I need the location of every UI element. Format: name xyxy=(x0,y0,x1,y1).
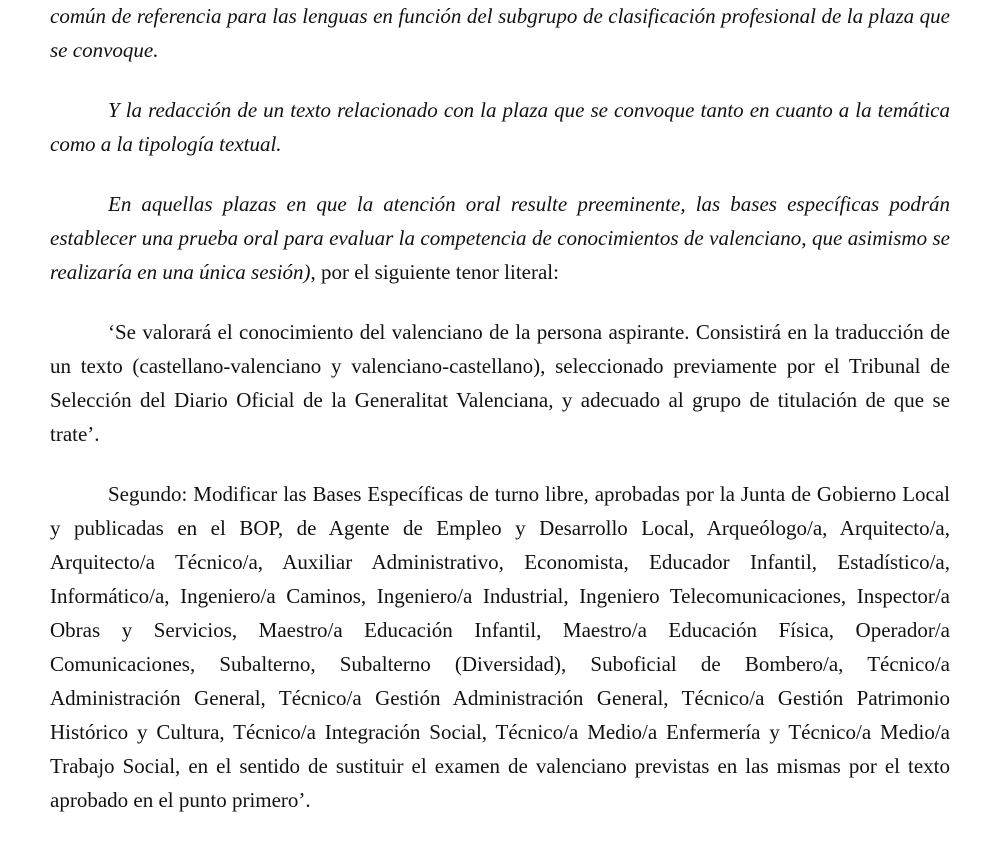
paragraph-redaccion xyxy=(50,93,950,161)
paragraph-italic-text: común de referencia para las lenguas en función del subgrupo de clasificación profesional de la plaza que se convoque. xyxy=(50,4,950,62)
paragraph-valoracion xyxy=(50,315,950,451)
paragraph-normal-text: Segundo: Modificar las Bases Específicas de turno libre, aprobadas por la Junta de Gobierno Local y publicadas en el BOP, de Agente de Empleo y Desarrollo Local, Arqueólogo/a, Arquitecto/a, Arquitecto/a Técnico/a, Auxiliar Administrativo, Economista, Educador Infantil, Estadístico/a, Informático/a, Ingeniero/a Caminos, Ingeniero/a Industrial, Ingeniero Telecomunicaciones, Inspector/a Obras y Servicios, Maestro/a Educación Infantil, Maestro/a Educación Física, Operador/a Comunicaciones, Subalterno, Subalterno (Diversidad), Suboficial de Bombero/a, Técnico/a Administración General, Técnico/a Gestión Administración General, Técnico/a Gestión Patrimonio Histórico y Cultura, Técnico/a Integración Social, Técnico/a Medio/a Enfermería y Técnico/a Medio/a Trabajo Social, en el sentido de sustituir el examen de valenciano previstas en las mismas por el texto aprobado en el punto primero’. xyxy=(50,482,950,812)
document-page xyxy=(50,0,950,817)
paragraph-normal-text: , por el siguiente tenor literal: xyxy=(310,260,559,284)
paragraph-normal-text: ‘Se valorará el conocimiento del valenciano de la persona aspirante. Consistirá en la traducción de un texto (castellano-valenciano y valenciano-castellano), seleccionado previamente por el Tribunal de Selección del Diario Oficial de la Generalitat Valenciana, y adecuado al grupo de titulación de que se trate’. xyxy=(50,320,950,446)
paragraph-segundo xyxy=(50,477,950,817)
paragraph-italic-text: Y la redacción de un texto relacionado con la plaza que se convoque tanto en cuanto a la temática como a la tipología textual. xyxy=(50,98,950,156)
paragraph-prueba-oral xyxy=(50,187,950,289)
paragraph-italic-text: En aquellas plazas en que la atención oral resulte preeminente, las bases específicas podrán establecer una prueba oral para evaluar la competencia de conocimientos de valenciano, que asimismo se realizaría en una única sesión) xyxy=(50,192,950,284)
paragraph-continuation xyxy=(50,0,950,67)
